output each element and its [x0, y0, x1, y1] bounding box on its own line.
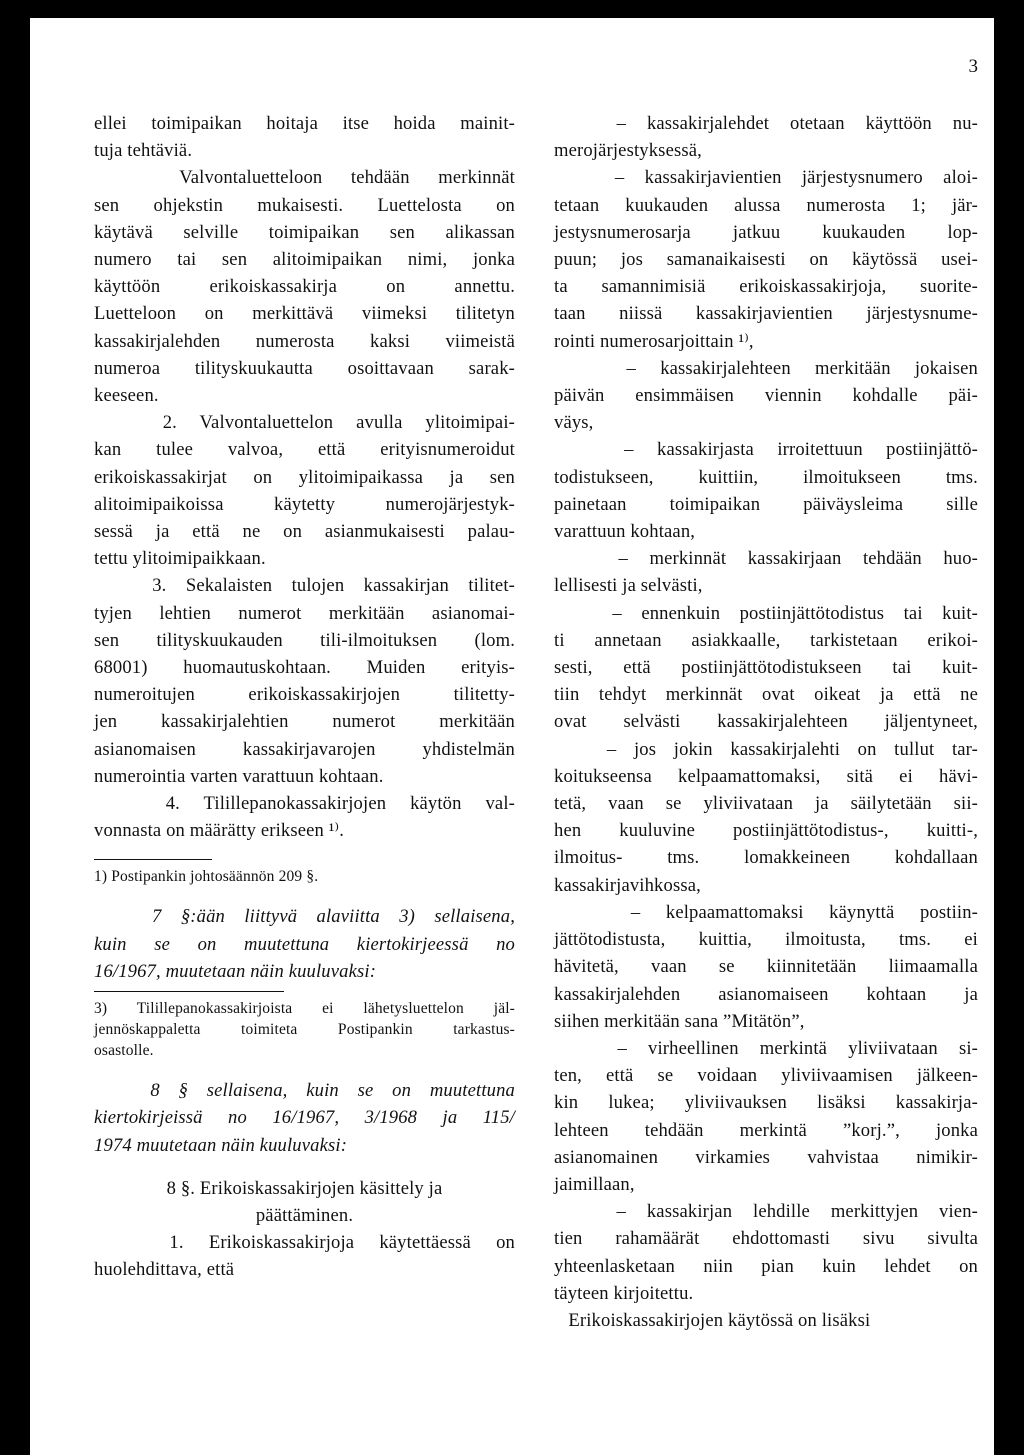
- text-line: jennöskappaletta toimiteta Postipankin tarkastus-: [94, 1021, 515, 1039]
- spacer: [94, 887, 515, 903]
- text-line: asianomainen virkamies vahvistaa nimikir-: [554, 1146, 978, 1168]
- text-line: kassakirjalehden numerosta kaksi viimeistä: [94, 330, 515, 352]
- left-column: [94, 110, 515, 1284]
- text-line: siihen merkitään sana ”Mitätön”,: [554, 1010, 805, 1032]
- text-line: huolehdittava, että: [94, 1259, 235, 1281]
- text-line: koitukseensa kelpaamattomaksi, sitä ei hävi-: [554, 765, 978, 787]
- text-line: päivän ensimmäisen viennin kohdalle päi-: [554, 385, 978, 407]
- heading-line: päättäminen.: [255, 1204, 354, 1226]
- text-line: tetä, vaan se yliviivataan ja säilytetään sii-: [554, 793, 978, 815]
- text-line: 2. Valvontaluettelon avulla ylitoimipai-: [94, 412, 515, 434]
- paragraph-intro: [94, 110, 515, 164]
- text-line: tettu ylitoimipaikkaan.: [94, 548, 266, 570]
- document-page: [30, 18, 994, 1455]
- text-line: – kassakirjasta irroitettuun postiinjättö-: [554, 439, 978, 461]
- text-line: varattuun kohtaan,: [554, 521, 696, 543]
- text-line: 8 § sellaisena, kuin se on muutettuna: [94, 1080, 515, 1102]
- text-line: sen ohjekstin mukaisesti. Luettelosta on: [94, 194, 515, 216]
- text-line: painetaan toimipaikan päiväysleima sille: [554, 493, 978, 515]
- text-line: numero tai sen alitoimipaikan nimi, jonka: [94, 249, 515, 271]
- text-line: kassakirjavihkossa,: [554, 874, 701, 896]
- paragraph-8-1: [94, 1229, 515, 1283]
- text-line: vonnasta on määrätty erikseen ¹⁾.: [94, 820, 345, 842]
- text-line: – kassakirjalehdet otetaan käyttöön nu-: [554, 113, 978, 134]
- text-line: kan tulee valvoa, että erityisnumeroidut: [94, 439, 515, 461]
- text-line: ilmoitus- tms. lomakkeineen kohdallaan: [554, 847, 978, 869]
- text-line: osastolle.: [94, 1042, 154, 1060]
- text-line: – jos jokin kassakirjalehti on tullut tar-: [554, 738, 978, 760]
- footnote-divider: [94, 991, 284, 992]
- paragraph-4: [94, 790, 515, 844]
- text-line: todistukseen, kuittiin, ilmoitukseen tms.: [554, 466, 978, 488]
- text-line: tuja tehtäviä.: [94, 140, 193, 162]
- text-line: – kassakirjan lehdille merkittyjen vien-: [554, 1201, 978, 1223]
- text-line: – merkinnät kassakirjaan tehdään huo-: [554, 548, 978, 570]
- text-line: kin lukea; yliviivauksen lisäksi kassakirja-: [554, 1092, 978, 1114]
- footnote-3: [94, 998, 515, 1061]
- right-column: [554, 110, 978, 1334]
- text-line: keeseen.: [94, 385, 159, 407]
- page-number: 3: [968, 56, 978, 77]
- spacer: [94, 1061, 515, 1077]
- text-line: taan niissä kassakirjavientien järjestysnume-: [554, 303, 978, 325]
- text-line: – kassakirjavientien järjestysnumero aloi-: [554, 167, 978, 189]
- text-line: ti annetaan asiakkaalle, tarkistetaan erikoi-: [554, 629, 978, 651]
- text-line: – virheellinen merkintä yliviivataan si-: [554, 1037, 978, 1059]
- text-line: väys,: [554, 412, 594, 434]
- text-line: 1. Erikoiskassakirjoja käytettäessä on: [94, 1232, 515, 1254]
- text-line: tyjen lehtien numerot merkitään asianomai-: [94, 602, 515, 624]
- text-line: numeroitujen erikoiskassakirjojen tilitetty-: [94, 684, 515, 706]
- text-line: ellei toimipaikan hoitaja itse hoida mainit-: [94, 113, 515, 134]
- text-line: – kassakirjalehteen merkitään jokaisen: [554, 357, 978, 379]
- text-line: Luetteloon on merkittävä viimeksi tilitetyn: [94, 303, 515, 325]
- amendment-note-7: [94, 903, 515, 985]
- text-line: ovat selvästi kassakirjalehteen jäljentyneet,: [554, 711, 978, 733]
- text-line: yhteenlasketaan niin pian kuin lehdet on: [554, 1255, 978, 1277]
- section-heading: [94, 1175, 515, 1229]
- text-line: kassakirjalehden asianomaiseen kohtaan ja: [554, 983, 978, 1005]
- text-line: asianomaisen kassakirjavarojen yhdistelmän: [94, 738, 515, 760]
- text-line: käyttöön erikoiskassakirja on annettu.: [94, 276, 515, 298]
- heading-line: 8 §. Erikoiskassakirjojen käsittely ja: [166, 1177, 443, 1199]
- text-line: numerointia varten varattuun kohtaan.: [94, 765, 384, 787]
- text-line: jestysnumerosarja jatkuu kuukauden lop-: [554, 221, 978, 243]
- text-line: 68001) huomautuskohtaan. Muiden erityis-: [94, 657, 515, 679]
- text-line: jaimillaan,: [554, 1173, 635, 1195]
- text-line: merojärjestyksessä,: [554, 140, 702, 162]
- text-line: rointi numerosarjoittain ¹⁾,: [554, 330, 754, 352]
- text-line: hävitetä, vaan se kiinnitetään liimaamalla: [554, 956, 978, 978]
- text-line: 7 §:ään liittyvä alaviitta 3) sellaisena,: [94, 906, 515, 928]
- text-line: täyteen kirjoitettu.: [554, 1282, 694, 1304]
- text-line: tetaan kuukauden alussa numerosta 1; jär-: [554, 194, 978, 216]
- text-line: kuin se on muutettuna kiertokirjeessä no: [94, 933, 515, 955]
- text-line: – ennenkuin postiinjättötodistus tai kuit-: [554, 602, 978, 624]
- text-line: Valvontaluetteloon tehdään merkinnät: [94, 167, 515, 189]
- text-line: käytävä selville toimipaikan sen alikassan: [94, 221, 515, 243]
- text-line: sesti, että postiinjättötodistukseen tai kuit-: [554, 657, 978, 679]
- text-line: 16/1967, muutetaan näin kuuluvaksi:: [94, 960, 377, 982]
- paragraph-valvontaluettelo: [94, 164, 515, 409]
- footnote-divider: [94, 859, 212, 860]
- text-line: ta samannimisiä erikoiskassakirjoja, suorite-: [554, 276, 978, 298]
- text-line: 3) Tilillepanokassakirjoista ei lähetysluettelon jäl-: [94, 1000, 515, 1018]
- text-line: alitoimipaikoissa käytetty numerojärjestyk-: [94, 493, 515, 515]
- text-line: kiertokirjeissä no 16/1967, 3/1968 ja 115/: [94, 1107, 515, 1129]
- text-line: sen tilityskuukauden tili-ilmoituksen (lom.: [94, 629, 515, 651]
- text-line: 3. Sekalaisten tulojen kassakirjan tilitet-: [94, 575, 515, 597]
- text-line: numeroa tilityskuukautta osoittavaan sarak-: [94, 357, 515, 379]
- text-line: lellisesti ja selvästi,: [554, 575, 703, 597]
- paragraph-3: [94, 572, 515, 790]
- text-line: puun; jos samanaikaisesti on käytössä usei-: [554, 249, 978, 271]
- text-line: jättötodistusta, kuittia, ilmoitusta, tms. ei: [554, 929, 978, 951]
- paragraph-2: [94, 409, 515, 572]
- text-line: sessä ja että ne on asianmukaisesti palau-: [94, 521, 515, 543]
- text-line: erikoiskassakirjat on ylitoimipaikassa ja sen: [94, 466, 515, 488]
- text-line: Erikoiskassakirjojen käytössä on lisäksi: [554, 1309, 871, 1331]
- text-line: tiin tehdyt merkinnät ovat oikeat ja että ne: [554, 684, 978, 706]
- text-line: ten, että se voidaan yliviivaamisen jälkeen-: [554, 1065, 978, 1087]
- spacer: [94, 1159, 515, 1175]
- footnote-1: 1) Postipankin johtosäännön 209 §.: [94, 868, 319, 886]
- text-line: hen kuuluvine postiinjättötodistus-, kuitti-,: [554, 820, 978, 842]
- text-line: 1974 muutetaan näin kuuluvaksi:: [94, 1134, 348, 1156]
- text-line: tien rahamäärät ehdottomasti sivu sivulta: [554, 1228, 978, 1250]
- amendment-note-8: [94, 1077, 515, 1159]
- text-line: – kelpaamattomaksi käynyttä postiin-: [554, 901, 978, 923]
- text-line: jen kassakirjalehtien numerot merkitään: [94, 711, 515, 733]
- text-line: 4. Tilillepanokassakirjojen käytön val-: [94, 793, 515, 815]
- text-line: lehteen tehdään merkintä ”korj.”, jonka: [554, 1119, 978, 1141]
